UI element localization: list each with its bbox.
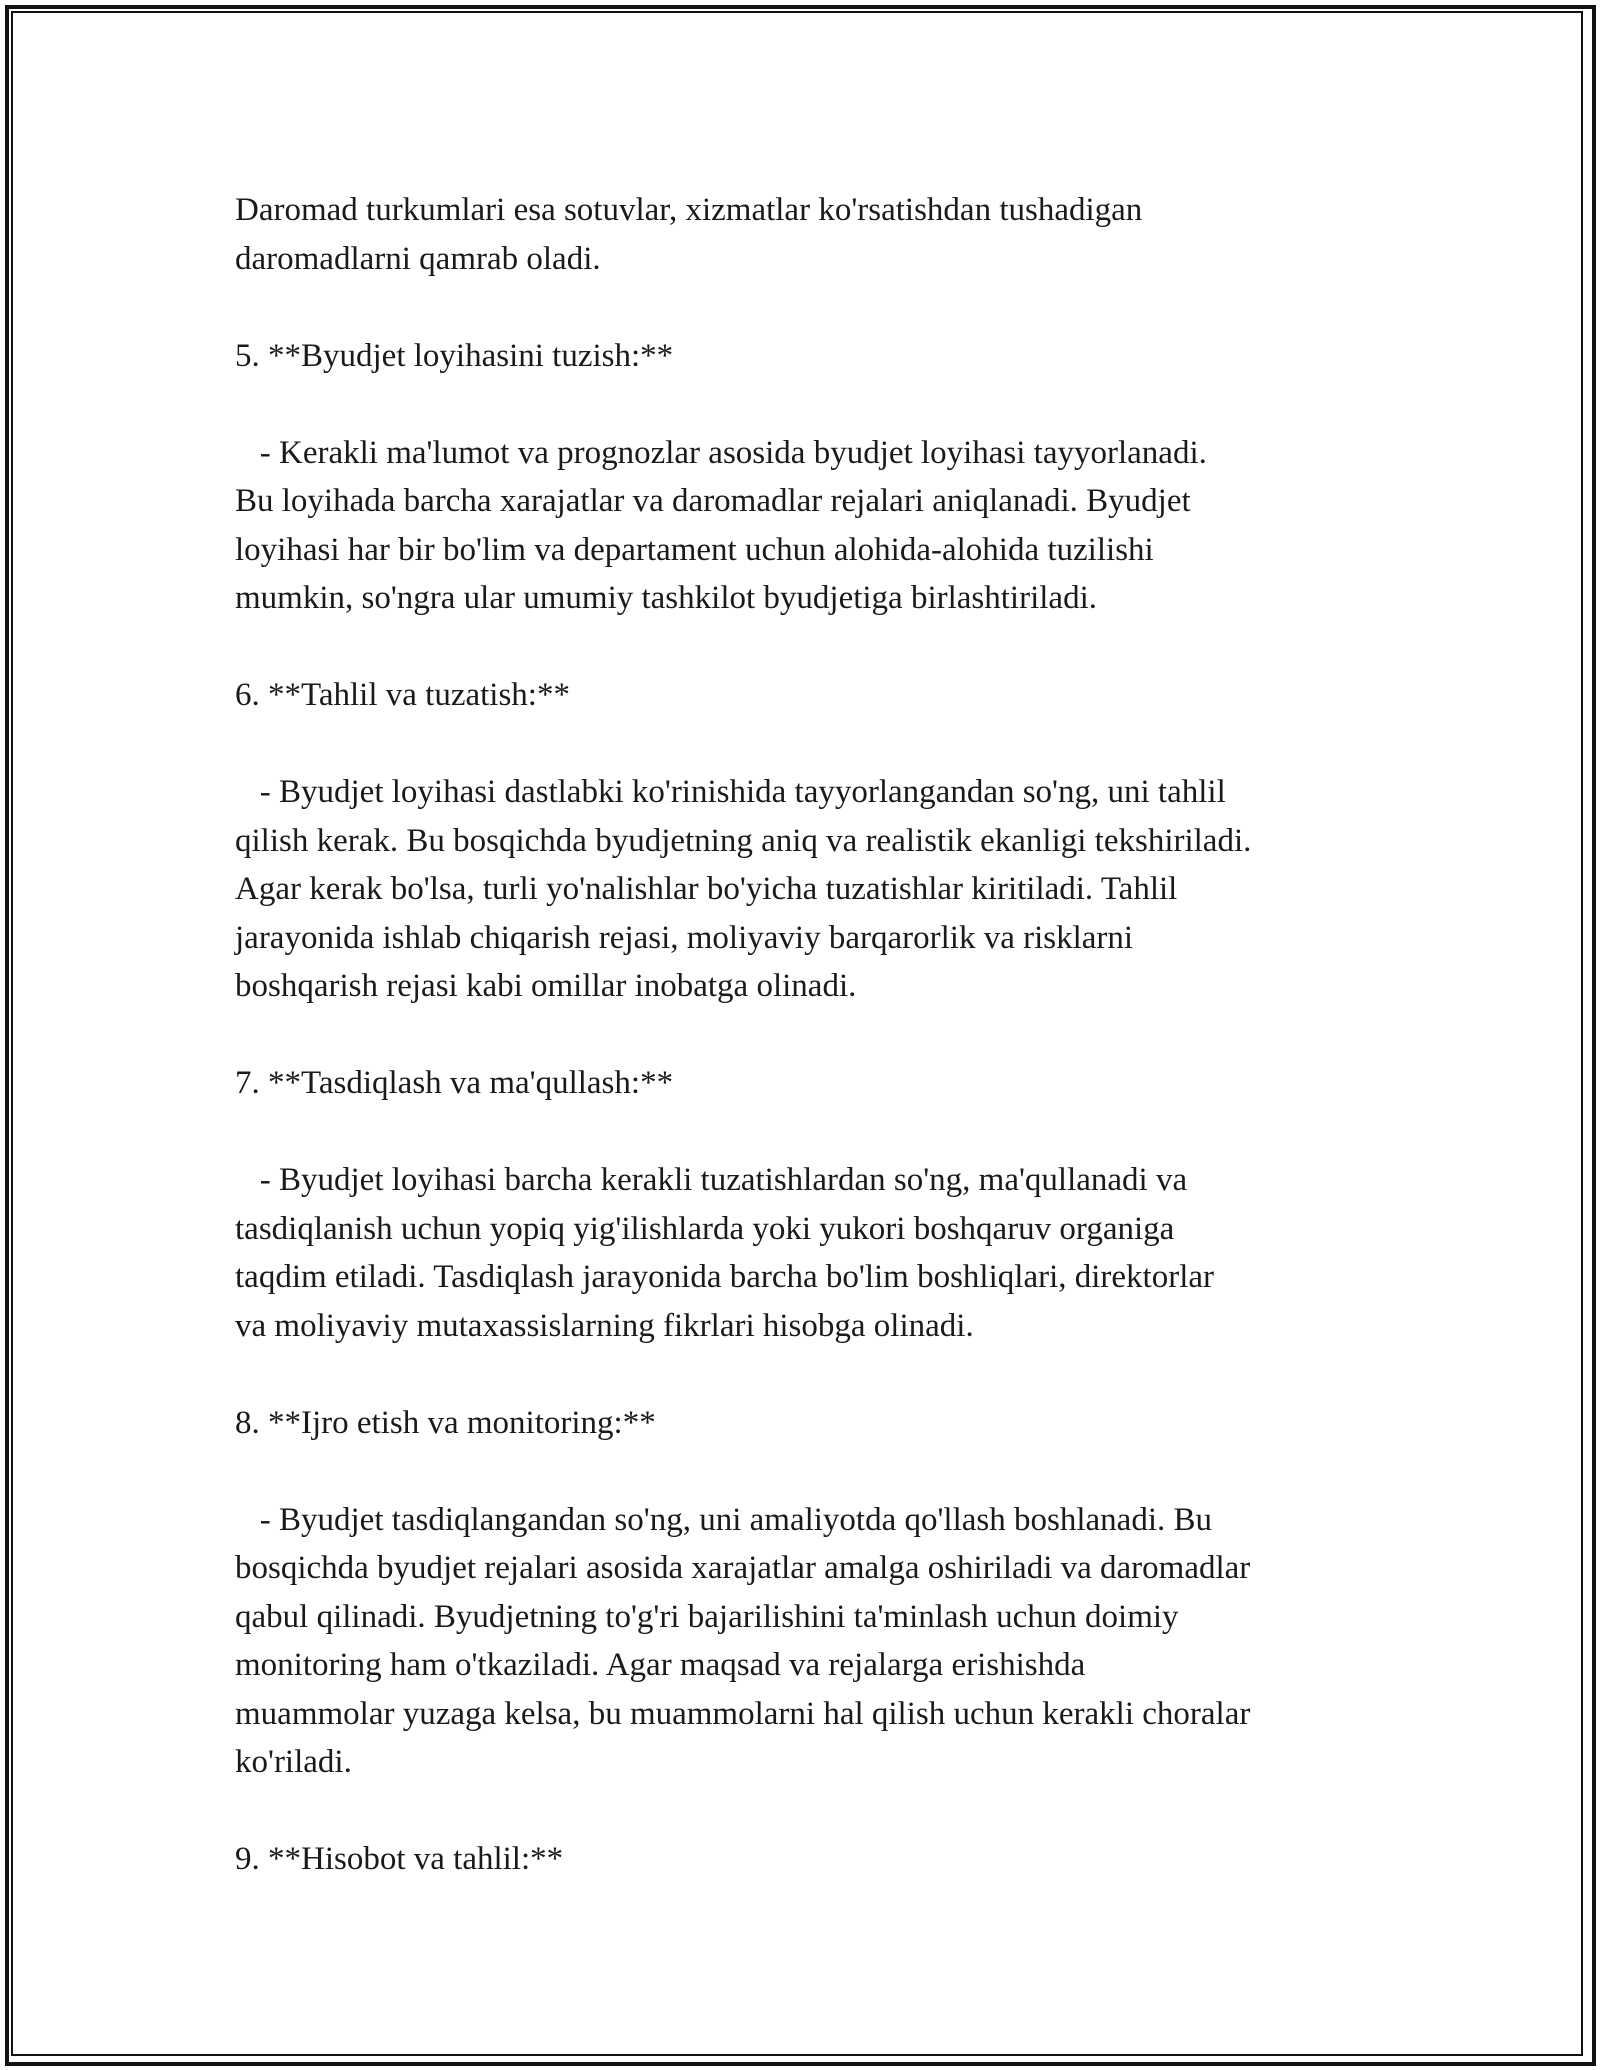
- paragraph-gap: [235, 720, 1385, 769]
- paragraph-gap: [235, 1447, 1385, 1496]
- paragraph-gap: [235, 1787, 1385, 1836]
- text-line: ko'riladi.: [235, 1744, 352, 1780]
- text-line: - Byudjet loyihasi barcha kerakli tuzatishlardan so'ng, ma'qullanadi va: [235, 1162, 1188, 1198]
- text-line: - Byudjet loyihasi dastlabki ko'rinishida tayyorlangandan so'ng, uni tahlil: [235, 774, 1226, 810]
- paragraph-gap: [235, 1011, 1385, 1060]
- text-line: - Kerakli ma'lumot va prognozlar asosida byudjet loyihasi tayyorlanadi.: [235, 434, 1207, 471]
- paragraph-gap: [235, 1108, 1385, 1157]
- section-heading-8: [235, 1399, 1385, 1448]
- paragraph-body-7: [235, 1156, 1385, 1350]
- text-line: muammolar yuzaga kelsa, bu muammolarni hal qilish uchun kerakli choralar: [235, 1695, 1251, 1732]
- text-line: jarayonida ishlab chiqarish rejasi, moliyaviy barqarorlik va risklarni: [235, 919, 1134, 956]
- text-line: qilish kerak. Bu bosqichda byudjetning aniq va realistik ekanligi tekshiriladi.: [235, 822, 1252, 859]
- text-line: Agar kerak bo'lsa, turli yo'nalishlar bo'yicha tuzatishlar kiritiladi. Tahlil: [235, 871, 1178, 907]
- text-line: taqdim etiladi. Tasdiqlash jarayonida barcha bo'lim boshliqlari, direktorlar: [235, 1259, 1215, 1295]
- paragraph-gap: [235, 380, 1385, 429]
- section-heading-6: [235, 671, 1385, 720]
- text-line: tasdiqlanish uchun yopiq yig'ilishlarda yoki yukori boshqaruv organiga: [235, 1210, 1175, 1247]
- paragraph-intro: [235, 186, 1385, 283]
- section-heading-9: [235, 1835, 1385, 1884]
- paragraph-gap: [235, 1350, 1385, 1399]
- document-body: [235, 186, 1385, 1884]
- text-line: qabul qilinadi. Byudjetning to'g'ri bajarilishini ta'minlash uchun doimiy: [235, 1598, 1179, 1635]
- paragraph-body-5: [235, 429, 1385, 623]
- heading-line: 7. **Tasdiqlash va ma'qullash:**: [235, 1065, 674, 1101]
- text-line: Bu loyihada barcha xarajatlar va daromadlar rejalari aniqlanadi. Byudjet: [235, 483, 1191, 519]
- text-line: va moliyaviy mutaxassislarning fikrlari hisobga olinadi.: [235, 1307, 974, 1344]
- section-heading-7: [235, 1059, 1385, 1108]
- heading-line: 9. **Hisobot va tahlil:**: [235, 1841, 564, 1877]
- paragraph-body-8: [235, 1496, 1385, 1787]
- text-line: loyihasi har bir bo'lim va departament uchun alohida-alohida tuzilishi: [235, 531, 1154, 568]
- text-line: daromadlarni qamrab oladi.: [235, 240, 601, 277]
- heading-line: 5. **Byudjet loyihasini tuzish:**: [235, 337, 674, 374]
- text-line: boshqarish rejasi kabi omillar inobatga olinadi.: [235, 968, 857, 1004]
- text-line: Daromad turkumlari esa sotuvlar, xizmatlar ko'rsatishdan tushadigan: [235, 192, 1143, 228]
- text-line: bosqichda byudjet rejalari asosida xarajatlar amalga oshiriladi va daromadlar: [235, 1550, 1251, 1586]
- section-heading-5: [235, 332, 1385, 381]
- heading-line: 6. **Tahlil va tuzatish:**: [235, 677, 570, 713]
- text-line: monitoring ham o'tkaziladi. Agar maqsad va rejalarga erishishda: [235, 1647, 1086, 1683]
- paragraph-body-6: [235, 768, 1385, 1011]
- text-line: mumkin, so'ngra ular umumiy tashkilot byudjetiga birlashtiriladi.: [235, 580, 1097, 616]
- paragraph-gap: [235, 283, 1385, 332]
- heading-line: 8. **Ijro etish va monitoring:**: [235, 1404, 656, 1441]
- text-line: - Byudjet tasdiqlangandan so'ng, uni amaliyotda qo'llash boshlanadi. Bu: [235, 1501, 1212, 1538]
- paragraph-gap: [235, 623, 1385, 672]
